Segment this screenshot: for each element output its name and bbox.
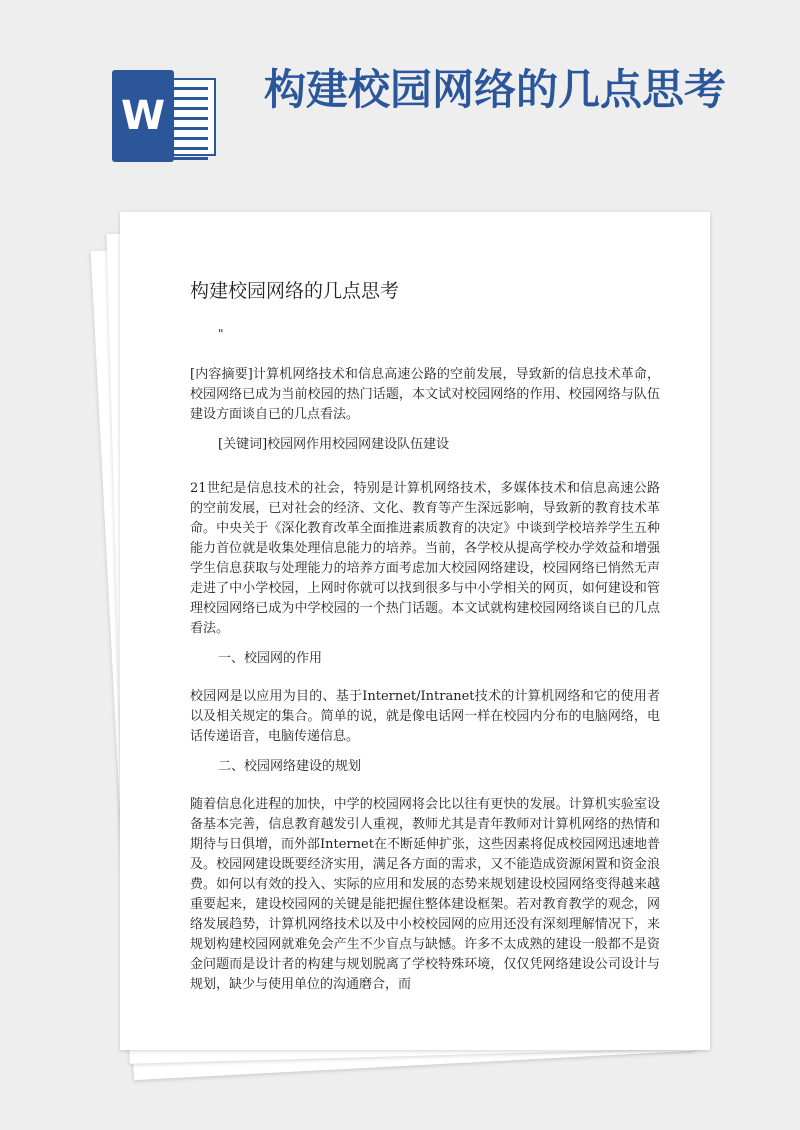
intro-paragraph: 21世纪是信息技术的社会，特别是计算机网络技术，多媒体技术和信息高速公路的空前发展，已对社会的经济、文化、教育等产生深远影响，导致新的教育技术革命。中央关于《深化教育改革全面推进素质教育的决定》中谈到学校培养学生五种能力首位就是收集处理信息能力的培养。当前，各学校从提高学校办学效益和增强学生信息获取与处理能力的培养方面考虑加大校园网络建设，校园网络已悄然无声走进了中小学校园，上网时你就可以找到很多与中小学相关的网页，如何建设和管理校园网络已成为中学校园的一个热门话题。本文试就构建校园网络谈自已的几点看法。: [190, 481, 660, 636]
section1-heading: 一、校园网的作用: [218, 651, 323, 666]
word-icon: [108, 70, 220, 162]
quote-mark: ": [218, 327, 224, 341]
document-content: [190, 276, 660, 1005]
word-letter-badge: W: [112, 70, 174, 162]
section1-paragraph: 校园网是以应用为目的、基于Internet/Intranet技术的计算机网络和它的使用者以及相关规定的集合。简单的说，就是像电话网一样在校园内分布的电脑网络，电话传递语音，电脑传递信息。: [190, 689, 660, 744]
document-page: [120, 212, 710, 1050]
banner-title: 构建校园网络的几点思考: [264, 65, 727, 114]
section2-heading: 二、校园网络建设的规划: [218, 759, 362, 774]
keywords-line: [关键词]校园网作用校园网建设队伍建设: [218, 437, 450, 452]
section2-paragraph: 随着信息化进程的加快，中学的校园网将会比以往有更快的发展。计算机实验室设备基本完善，信息教育越发引人重视，教师尤其是青年教师对计算机网络的热情和期待与日俱增，而外部Internet在不断延伸扩张，这些因素将促成校园网迅速地普及。校园网建设既要经济实用，满足各方面的需求，又不能造成资源闲置和资金浪费。如何以有效的投入、实际的应用和发展的态势来规划建设校园网络变得越来越重要起来，建设校园网的关键是能把握住整体建设框架。若对教育教学的观念，网络发展趋势，计算机网络技术以及中小校校园网的应用还没有深刻理解情况下，来规划构建校园网就难免会产生不少盲点与缺憾。许多不太成熟的建设一般都不是资金问题而是设计者的构建与规划脱离了学校特殊环境，仅仅凭网络建设公司设计与规划，缺少与使用单位的沟通磨合，而: [190, 797, 660, 992]
document-title: 构建校园网络的几点思考: [190, 280, 400, 302]
abstract-paragraph: [内容摘要]计算机网络技术和信息高速公路的空前发展，导致新的信息技术革命，校园网络已成为当前校园的热门话题，本文试对校园网络的作用、校园网络与队伍建设方面谈自已的几点看法。: [190, 367, 660, 422]
